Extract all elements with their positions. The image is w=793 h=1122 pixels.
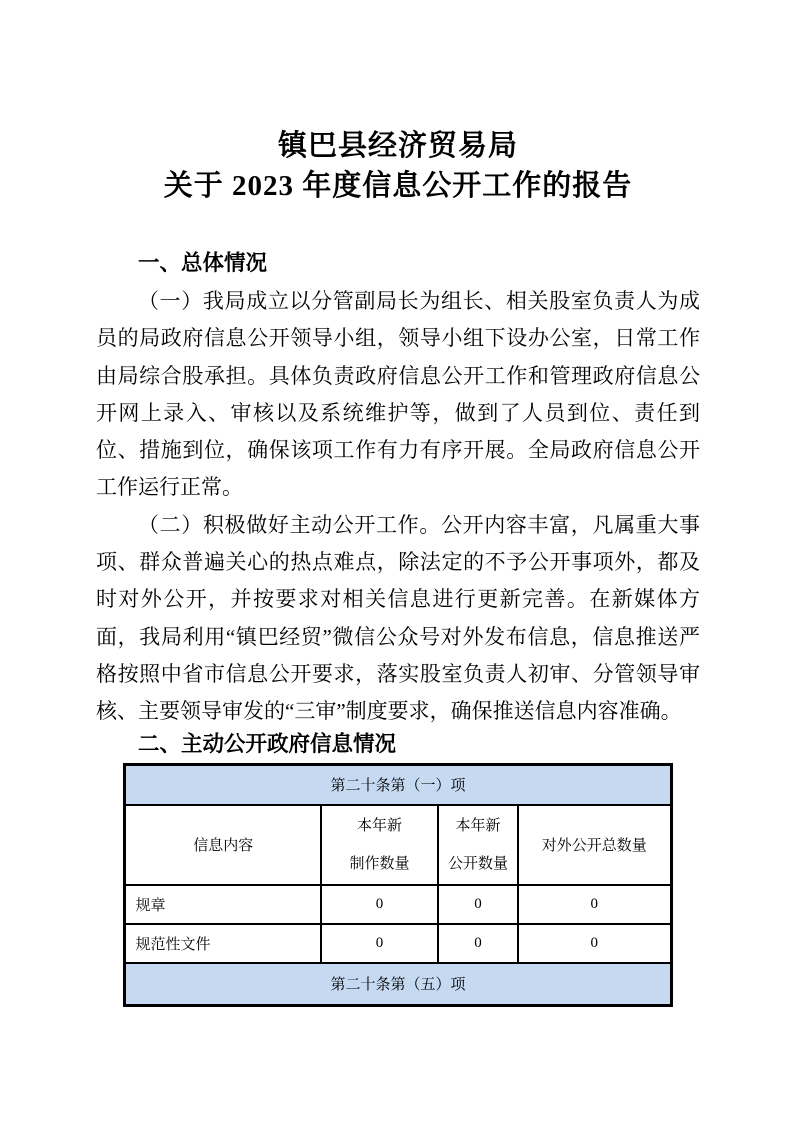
column-header-new-disclosed-line1: 本年新 bbox=[455, 817, 501, 834]
title-line-2: 关于 2023 年度信息公开工作的报告 bbox=[163, 170, 633, 202]
paragraph-proactive-disclosure: （二）积极做好主动公开工作。公开内容丰富，凡属重大事项、群众普遍关心的热点难点，除法定的不予公开事项外，都及时对外公开，并按要求对相关信息进行更新完善。在新媒体方面，我局利用“镇巴经贸”微信公众号对外发布信息，信息推送严格按照中省市信息公开要求，落实股室负责人初审、分管领导审核、主要领导审发的“三审”制度要求，确保推送信息内容准确。 bbox=[96, 512, 700, 724]
section-heading-disclosure-info: 二、主动公开政府信息情况 bbox=[138, 731, 397, 756]
title-line-1: 镇巴县经济贸易局 bbox=[277, 130, 518, 162]
disclosure-table-wrapper bbox=[96, 763, 700, 1007]
column-header-total-disclosed: 对外公开总数量 bbox=[518, 805, 671, 885]
table-row-normative-documents bbox=[125, 924, 671, 963]
row-label-regulations: 规章 bbox=[125, 885, 321, 924]
table-row-regulations bbox=[125, 885, 671, 924]
banner-article20-item1: 第二十条第（一）项 bbox=[125, 764, 671, 805]
banner-article20-item5: 第二十条第（五）项 bbox=[125, 963, 671, 1006]
row-normative-new-produced: 0 bbox=[321, 924, 438, 963]
row-normative-new-disclosed: 0 bbox=[438, 924, 518, 963]
row-regulations-new-produced: 0 bbox=[321, 885, 438, 924]
disclosure-table bbox=[123, 763, 672, 1007]
table-banner-row-top bbox=[125, 764, 671, 805]
row-label-normative-documents: 规范性文件 bbox=[125, 924, 321, 963]
row-normative-total-disclosed: 0 bbox=[518, 924, 671, 963]
section-heading-overview: 一、总体情况 bbox=[138, 251, 268, 275]
row-regulations-total-disclosed: 0 bbox=[518, 885, 671, 924]
row-regulations-new-disclosed: 0 bbox=[438, 885, 518, 924]
document-title bbox=[96, 0, 700, 206]
paragraph-leadership-group: （一）我局成立以分管副局长为组长、相关股室负责人为成员的局政府信息公开领导小组，领导小组下设办公室，日常工作由局综合股承担。具体负责政府信息公开工作和管理政府信息公开网上录入、审核以及系统维护等，做到了人员到位、责任到位、措施到位，确保该项工作有力有序开展。全局政府信息公开工作运行正常。 bbox=[96, 289, 700, 500]
table-banner-row-bottom bbox=[125, 963, 671, 1006]
column-header-new-produced bbox=[321, 805, 438, 885]
column-header-new-produced-line1: 本年新 bbox=[356, 817, 402, 834]
column-header-new-disclosed bbox=[438, 805, 518, 885]
column-header-new-disclosed-line2: 公开数量 bbox=[447, 855, 508, 872]
column-header-new-produced-line2: 制作数量 bbox=[349, 855, 410, 872]
column-header-info-content: 信息内容 bbox=[125, 805, 321, 885]
table-header-row bbox=[125, 805, 671, 885]
